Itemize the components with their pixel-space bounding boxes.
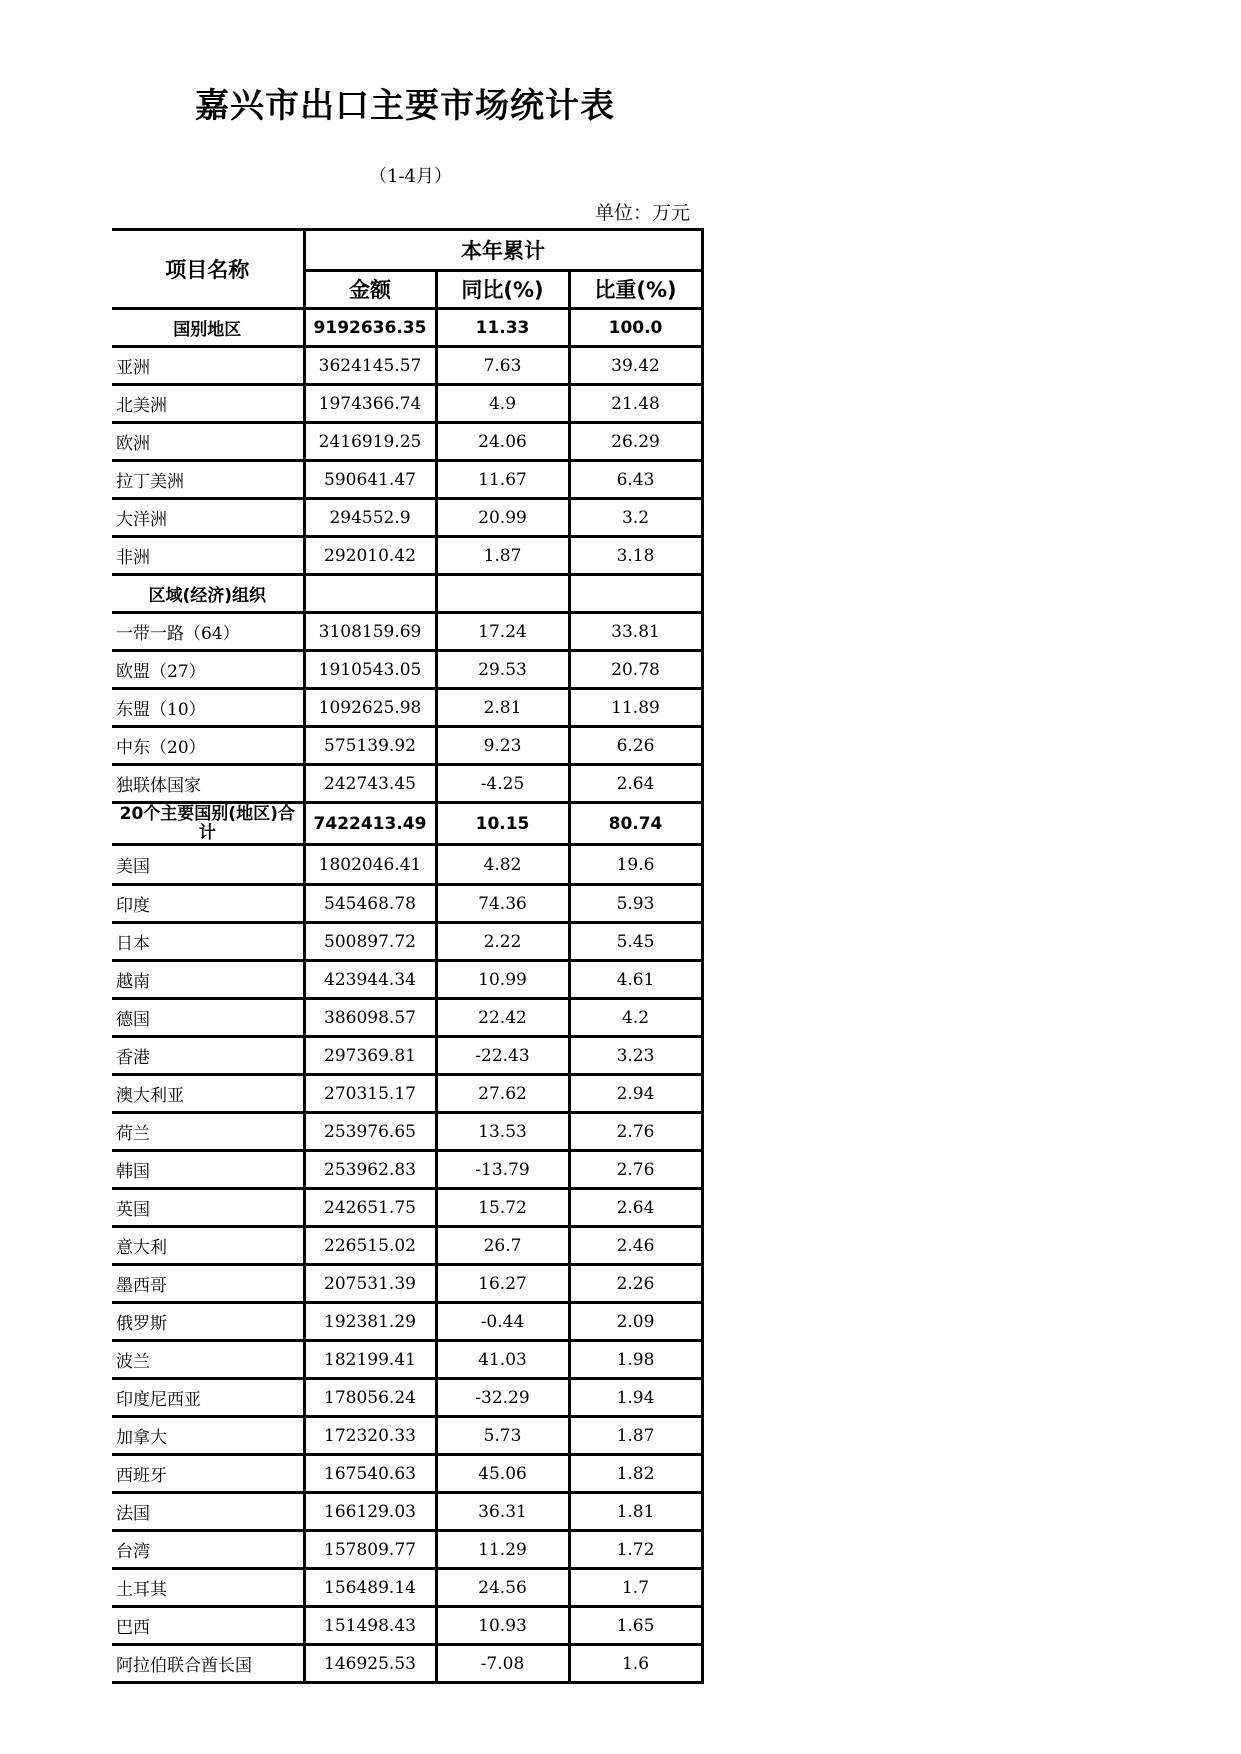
row-name-cell: 印度尼西亚	[112, 1379, 304, 1417]
row-name-cell: 大洋洲	[112, 499, 304, 537]
share-cell: 5.45	[569, 923, 702, 961]
row-name-cell: 巴西	[112, 1607, 304, 1645]
row-name-cell: 英国	[112, 1189, 304, 1227]
table-row	[112, 1417, 702, 1455]
amount-cell: 226515.02	[304, 1227, 436, 1265]
header-share: 比重(%)	[569, 270, 702, 308]
row-name-cell: 北美洲	[112, 385, 304, 423]
yoy-cell: 2.81	[436, 689, 569, 727]
amount-cell: 294552.9	[304, 499, 436, 537]
yoy-cell: -32.29	[436, 1379, 569, 1417]
share-cell: 1.6	[569, 1645, 702, 1683]
amount-cell: 270315.17	[304, 1075, 436, 1113]
yoy-cell: -4.25	[436, 765, 569, 803]
export-market-table	[112, 228, 704, 1684]
row-name-cell: 韩国	[112, 1151, 304, 1189]
amount-cell: 172320.33	[304, 1417, 436, 1455]
yoy-cell: 29.53	[436, 651, 569, 689]
yoy-cell: 10.15	[436, 803, 569, 845]
table-row	[112, 923, 702, 961]
table-row	[112, 1303, 702, 1341]
table-row	[112, 499, 702, 537]
table-row	[112, 1151, 702, 1189]
row-name-cell: 非洲	[112, 537, 304, 575]
period-label: （1-4月）	[369, 166, 452, 187]
amount-cell: 7422413.49	[304, 803, 436, 845]
row-name-cell: 荷兰	[112, 1113, 304, 1151]
row-name-cell: 西班牙	[112, 1455, 304, 1493]
yoy-cell: 45.06	[436, 1455, 569, 1493]
amount-cell: 207531.39	[304, 1265, 436, 1303]
table-row	[112, 765, 702, 803]
row-name-cell: 中东（20）	[112, 727, 304, 765]
row-name-cell: 日本	[112, 923, 304, 961]
yoy-cell: 26.7	[436, 1227, 569, 1265]
yoy-cell: 9.23	[436, 727, 569, 765]
amount-cell: 1802046.41	[304, 845, 436, 885]
share-cell: 2.09	[569, 1303, 702, 1341]
row-name-cell: 亚洲	[112, 347, 304, 385]
header-amount: 金额	[304, 270, 436, 308]
yoy-cell: 4.82	[436, 845, 569, 885]
row-name-cell: 俄罗斯	[112, 1303, 304, 1341]
row-name-cell: 阿拉伯联合酋长国	[112, 1645, 304, 1683]
table-row	[112, 537, 702, 575]
table-row	[112, 999, 702, 1037]
table-row	[112, 1455, 702, 1493]
amount-cell: 157809.77	[304, 1531, 436, 1569]
row-name-cell: 欧盟（27）	[112, 651, 304, 689]
table-row	[112, 885, 702, 923]
share-cell: 1.7	[569, 1569, 702, 1607]
amount-cell: 1974366.74	[304, 385, 436, 423]
share-cell: 5.93	[569, 885, 702, 923]
table-row	[112, 1037, 702, 1075]
yoy-cell: 74.36	[436, 885, 569, 923]
row-name-cell: 区域(经济)组织	[112, 575, 304, 613]
yoy-cell: 27.62	[436, 1075, 569, 1113]
yoy-cell: -13.79	[436, 1151, 569, 1189]
share-cell: 1.87	[569, 1417, 702, 1455]
row-name-cell: 土耳其	[112, 1569, 304, 1607]
row-name-cell: 墨西哥	[112, 1265, 304, 1303]
share-cell: 4.2	[569, 999, 702, 1037]
table-row	[112, 347, 702, 385]
yoy-cell: 16.27	[436, 1265, 569, 1303]
yoy-cell: 24.06	[436, 423, 569, 461]
yoy-cell: -0.44	[436, 1303, 569, 1341]
amount-cell: 253976.65	[304, 1113, 436, 1151]
yoy-cell: 5.73	[436, 1417, 569, 1455]
row-name-cell: 独联体国家	[112, 765, 304, 803]
section-row	[112, 309, 702, 347]
yoy-cell: 10.99	[436, 961, 569, 999]
yoy-cell: 22.42	[436, 999, 569, 1037]
row-name-cell: 意大利	[112, 1227, 304, 1265]
amount-cell: 9192636.35	[304, 309, 436, 347]
share-cell: 1.65	[569, 1607, 702, 1645]
share-cell: 2.76	[569, 1113, 702, 1151]
row-name-cell: 澳大利亚	[112, 1075, 304, 1113]
amount-cell: 146925.53	[304, 1645, 436, 1683]
yoy-cell: 11.67	[436, 461, 569, 499]
share-cell: 2.26	[569, 1265, 702, 1303]
share-cell: 19.6	[569, 845, 702, 885]
table-body	[112, 309, 702, 1683]
amount-cell: 242651.75	[304, 1189, 436, 1227]
share-cell	[569, 575, 702, 613]
share-cell: 3.18	[569, 537, 702, 575]
share-cell: 21.48	[569, 385, 702, 423]
table-row	[112, 461, 702, 499]
yoy-cell: 13.53	[436, 1113, 569, 1151]
section-row	[112, 803, 702, 845]
share-cell: 2.64	[569, 765, 702, 803]
share-cell: 20.78	[569, 651, 702, 689]
header-yoy: 同比(%)	[436, 270, 569, 308]
amount-cell	[304, 575, 436, 613]
amount-cell: 166129.03	[304, 1493, 436, 1531]
table-row	[112, 727, 702, 765]
row-name-cell: 欧洲	[112, 423, 304, 461]
yoy-cell	[436, 575, 569, 613]
row-name-cell: 一带一路（64）	[112, 613, 304, 651]
yoy-cell: 1.87	[436, 537, 569, 575]
row-name-cell: 20个主要国别(地区)合计	[112, 803, 304, 845]
table-row	[112, 1569, 702, 1607]
amount-cell: 590641.47	[304, 461, 436, 499]
amount-cell: 500897.72	[304, 923, 436, 961]
table-row	[112, 1227, 702, 1265]
table-row	[112, 651, 702, 689]
amount-cell: 178056.24	[304, 1379, 436, 1417]
amount-cell: 151498.43	[304, 1607, 436, 1645]
amount-cell: 253962.83	[304, 1151, 436, 1189]
row-name-cell: 国别地区	[112, 309, 304, 347]
table-row	[112, 423, 702, 461]
table-row	[112, 1075, 702, 1113]
row-name-cell: 波兰	[112, 1341, 304, 1379]
amount-cell: 545468.78	[304, 885, 436, 923]
row-name-cell: 德国	[112, 999, 304, 1037]
row-name-cell: 加拿大	[112, 1417, 304, 1455]
row-name-cell: 法国	[112, 1493, 304, 1531]
yoy-cell: 10.93	[436, 1607, 569, 1645]
yoy-cell: 11.29	[436, 1531, 569, 1569]
share-cell: 2.46	[569, 1227, 702, 1265]
table-row	[112, 1645, 702, 1683]
yoy-cell: 17.24	[436, 613, 569, 651]
header-item-name: 项目名称	[112, 230, 304, 309]
yoy-cell: 2.22	[436, 923, 569, 961]
table-row	[112, 689, 702, 727]
table-row	[112, 1341, 702, 1379]
share-cell: 1.94	[569, 1379, 702, 1417]
amount-cell: 423944.34	[304, 961, 436, 999]
yoy-cell: 20.99	[436, 499, 569, 537]
row-name-cell: 印度	[112, 885, 304, 923]
share-cell: 80.74	[569, 803, 702, 845]
amount-cell: 1092625.98	[304, 689, 436, 727]
header-ytd-group: 本年累计	[304, 230, 702, 271]
amount-cell: 575139.92	[304, 727, 436, 765]
table-row	[112, 385, 702, 423]
share-cell: 2.94	[569, 1075, 702, 1113]
share-cell: 1.82	[569, 1455, 702, 1493]
amount-cell: 292010.42	[304, 537, 436, 575]
share-cell: 33.81	[569, 613, 702, 651]
share-cell: 6.43	[569, 461, 702, 499]
row-name-cell: 香港	[112, 1037, 304, 1075]
share-cell: 39.42	[569, 347, 702, 385]
yoy-cell: 36.31	[436, 1493, 569, 1531]
unit-label: 单位：万元	[595, 202, 691, 224]
table-row	[112, 1265, 702, 1303]
page-title: 嘉兴市出口主要市场统计表	[195, 86, 615, 126]
row-name-cell: 越南	[112, 961, 304, 999]
table-row	[112, 1379, 702, 1417]
share-cell: 1.72	[569, 1531, 702, 1569]
row-name-cell: 拉丁美洲	[112, 461, 304, 499]
amount-cell: 242743.45	[304, 765, 436, 803]
share-cell: 1.81	[569, 1493, 702, 1531]
yoy-cell: 15.72	[436, 1189, 569, 1227]
amount-cell: 192381.29	[304, 1303, 436, 1341]
table-row	[112, 1531, 702, 1569]
table-row	[112, 1607, 702, 1645]
amount-cell: 3624145.57	[304, 347, 436, 385]
share-cell: 4.61	[569, 961, 702, 999]
table-row	[112, 961, 702, 999]
share-cell: 3.2	[569, 499, 702, 537]
amount-cell: 1910543.05	[304, 651, 436, 689]
share-cell: 26.29	[569, 423, 702, 461]
table-row	[112, 613, 702, 651]
yoy-cell: -22.43	[436, 1037, 569, 1075]
table-row	[112, 1113, 702, 1151]
share-cell: 11.89	[569, 689, 702, 727]
table-row	[112, 1493, 702, 1531]
yoy-cell: 11.33	[436, 309, 569, 347]
yoy-cell: -7.08	[436, 1645, 569, 1683]
amount-cell: 167540.63	[304, 1455, 436, 1493]
share-cell: 1.98	[569, 1341, 702, 1379]
amount-cell: 2416919.25	[304, 423, 436, 461]
amount-cell: 156489.14	[304, 1569, 436, 1607]
share-cell: 6.26	[569, 727, 702, 765]
yoy-cell: 24.56	[436, 1569, 569, 1607]
share-cell: 100.0	[569, 309, 702, 347]
amount-cell: 182199.41	[304, 1341, 436, 1379]
section-row	[112, 575, 702, 613]
table-row	[112, 845, 702, 885]
amount-cell: 297369.81	[304, 1037, 436, 1075]
row-name-cell: 台湾	[112, 1531, 304, 1569]
yoy-cell: 7.63	[436, 347, 569, 385]
share-cell: 2.76	[569, 1151, 702, 1189]
amount-cell: 386098.57	[304, 999, 436, 1037]
yoy-cell: 4.9	[436, 385, 569, 423]
table-row	[112, 1189, 702, 1227]
share-cell: 3.23	[569, 1037, 702, 1075]
share-cell: 2.64	[569, 1189, 702, 1227]
row-name-cell: 美国	[112, 845, 304, 885]
yoy-cell: 41.03	[436, 1341, 569, 1379]
amount-cell: 3108159.69	[304, 613, 436, 651]
row-name-cell: 东盟（10）	[112, 689, 304, 727]
